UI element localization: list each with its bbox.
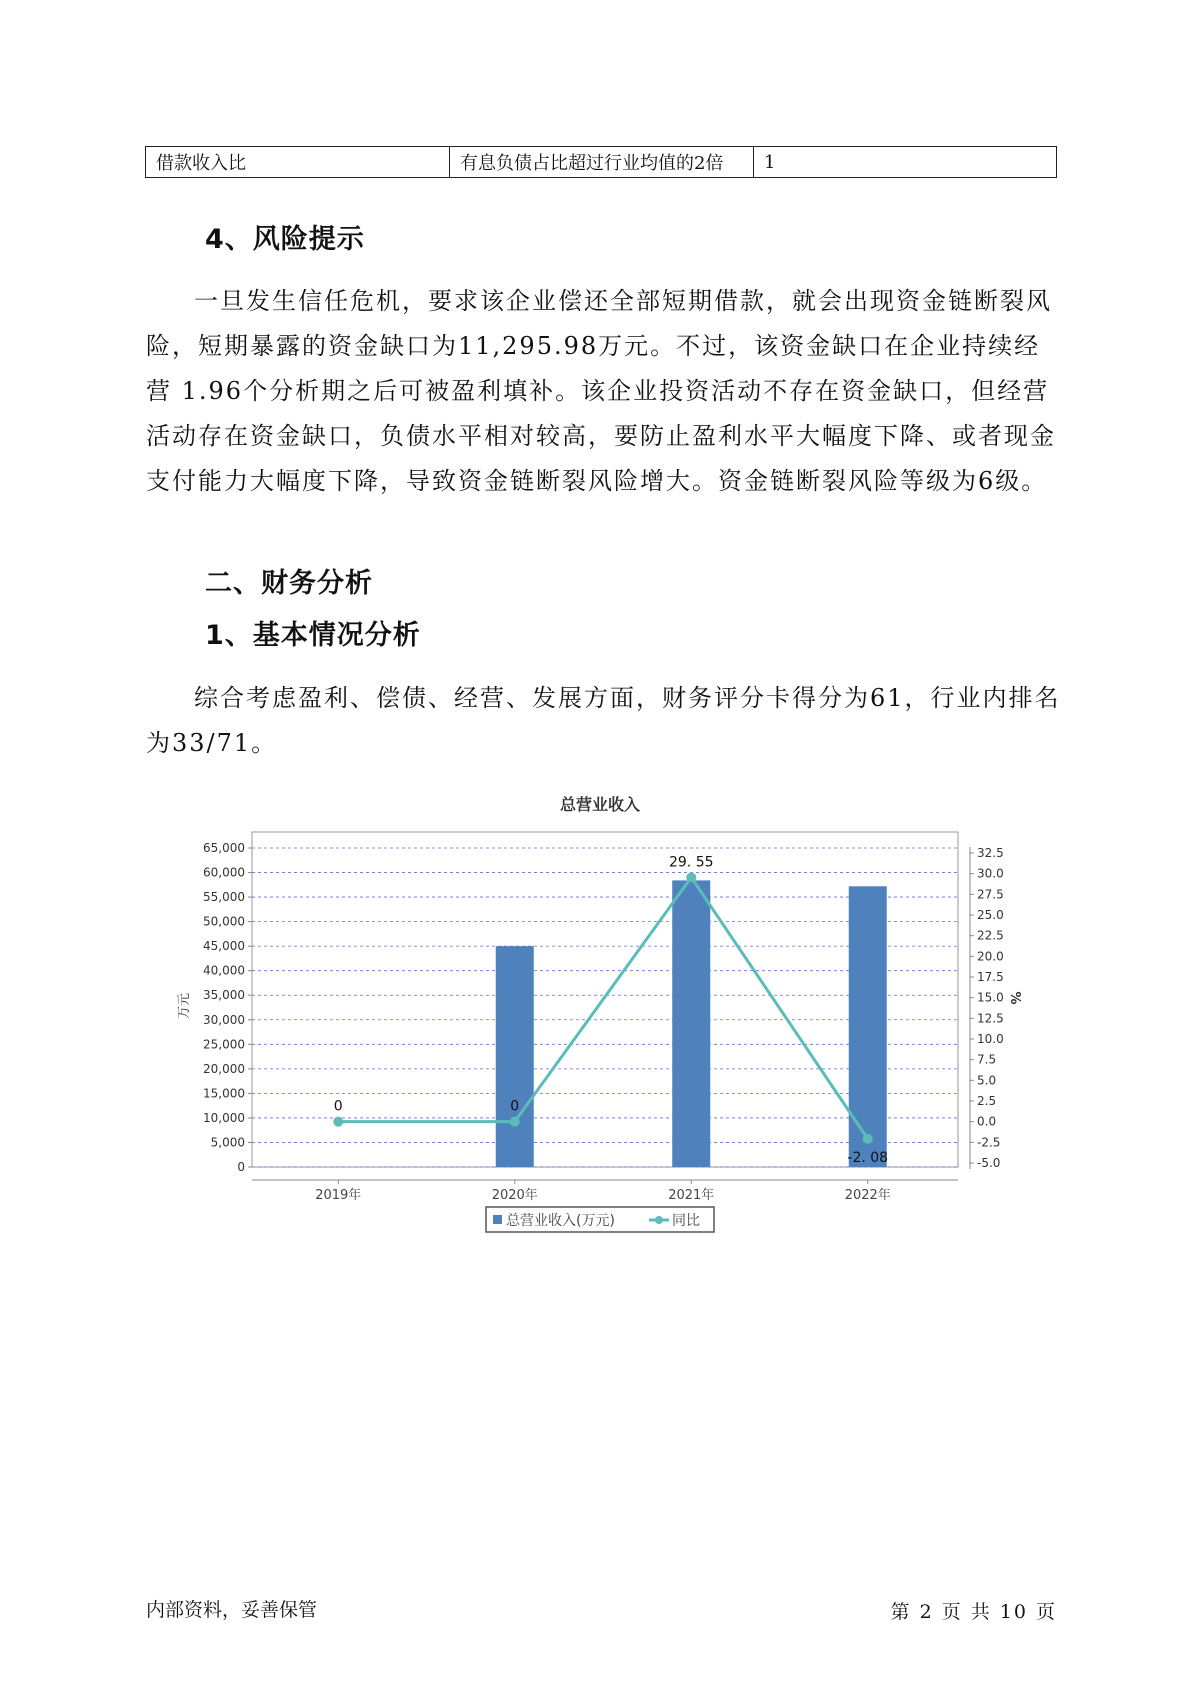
y-tick-label: 20,000	[203, 1061, 245, 1076]
y2-tick-label: 27.5	[977, 887, 1004, 902]
y2-tick-label: 15.0	[977, 990, 1004, 1005]
y-tick-label: 40,000	[203, 963, 245, 978]
footer-confidential: 内部资料，妥善保管	[146, 1599, 318, 1621]
y-tick-label: 45,000	[203, 939, 245, 954]
x-tick-label: 2022年	[844, 1188, 891, 1203]
y2-tick-label: 7.5	[977, 1052, 997, 1067]
y-tick-label: 30,000	[203, 1012, 245, 1027]
y2-tick-label: 32.5	[977, 846, 1004, 860]
y-tick-label: 0	[237, 1160, 245, 1174]
chart-title: 总营业收入	[559, 795, 641, 814]
x-tick-label: 2021年	[668, 1188, 715, 1203]
y-tick-label: 15,000	[203, 1086, 245, 1101]
y-axis-label: 万元	[177, 992, 192, 1020]
y2-tick-label: 20.0	[977, 949, 1004, 964]
yoy-point	[510, 1117, 520, 1127]
y2-tick-label: 17.5	[977, 970, 1004, 984]
yoy-point	[333, 1117, 343, 1127]
x-tick-label: 2019年	[315, 1188, 362, 1203]
condition-cell: 有息负债占比超过行业均值的2倍	[450, 147, 754, 178]
y2-tick-label: -5.0	[977, 1156, 1001, 1170]
y-tick-label: 25,000	[203, 1037, 245, 1052]
legend-line-marker	[655, 1216, 663, 1224]
y-tick-label: 10,000	[203, 1110, 245, 1125]
revenue-bar	[672, 880, 710, 1167]
y2-tick-label: 12.5	[977, 1011, 1004, 1026]
risk-heading: 4、风险提示	[205, 224, 365, 255]
y-tick-label: 5,000	[210, 1135, 245, 1150]
yoy-data-label: 0	[333, 1098, 343, 1115]
y2-tick-label: 10.0	[977, 1032, 1004, 1046]
finance-heading: 二、财务分析	[205, 568, 373, 599]
legend-bar-swatch	[493, 1215, 502, 1224]
y2-tick-label: -2.5	[977, 1135, 1001, 1150]
yoy-data-label: -2. 08	[847, 1149, 889, 1166]
value-cell: 1	[754, 147, 1057, 178]
y-tick-label: 35,000	[203, 988, 245, 1003]
yoy-data-label: 29. 55	[668, 854, 714, 871]
y-tick-label: 60,000	[203, 865, 245, 880]
revenue-bar	[849, 886, 887, 1167]
x-tick-label: 2020年	[491, 1188, 538, 1203]
risk-indicator-table	[145, 146, 1057, 178]
y2-tick-label: 5.0	[977, 1073, 997, 1088]
yoy-data-label: 0	[510, 1098, 520, 1115]
footer-page-number: 第 2 页 共 10 页	[890, 1601, 1057, 1623]
legend-bar-label: 总营业收入(万元)	[506, 1213, 615, 1229]
table-row	[146, 147, 1057, 178]
legend-line-label: 同比	[672, 1213, 700, 1229]
y2-tick-label: 0.0	[977, 1114, 997, 1129]
yoy-point	[863, 1134, 873, 1144]
y2-tick-label: 30.0	[977, 866, 1004, 881]
y-tick-label: 50,000	[203, 914, 245, 929]
basic-analysis-heading: 1、基本情况分析	[205, 620, 421, 651]
revenue-bar	[496, 946, 534, 1167]
finance-paragraph: 综合考虑盈利、偿债、经营、发展方面，财务评分卡得分为61，行业内排名为33/71。	[146, 684, 1061, 757]
y2-tick-label: 2.5	[977, 1094, 997, 1108]
y-tick-label: 65,000	[203, 841, 245, 855]
yoy-point	[686, 872, 696, 882]
indicator-cell: 借款收入比	[146, 147, 450, 178]
y2-tick-label: 22.5	[977, 928, 1004, 943]
revenue-chart	[160, 790, 1060, 1250]
y-tick-label: 55,000	[203, 890, 245, 905]
y2-tick-label: 25.0	[977, 908, 1004, 922]
risk-paragraph: 一旦发生信任危机，要求该企业偿还全部短期借款，就会出现资金链断裂风险，短期暴露的资金缺口为11,295.98万元。不过，该资金缺口在企业持续经营 1.96个分析期之后可被盈利填补。该企业投资活动不存在资金缺口，但经营活动存在资金缺口，负债水平相对较高，要防止盈利水平大幅度下降、或者现金支付能力大幅度下降，导致资金链断裂风险增大。资金链断裂风险等级为6级。	[146, 287, 1056, 495]
yoy-line	[338, 877, 868, 1138]
y2-axis-label: %	[1007, 991, 1022, 1005]
